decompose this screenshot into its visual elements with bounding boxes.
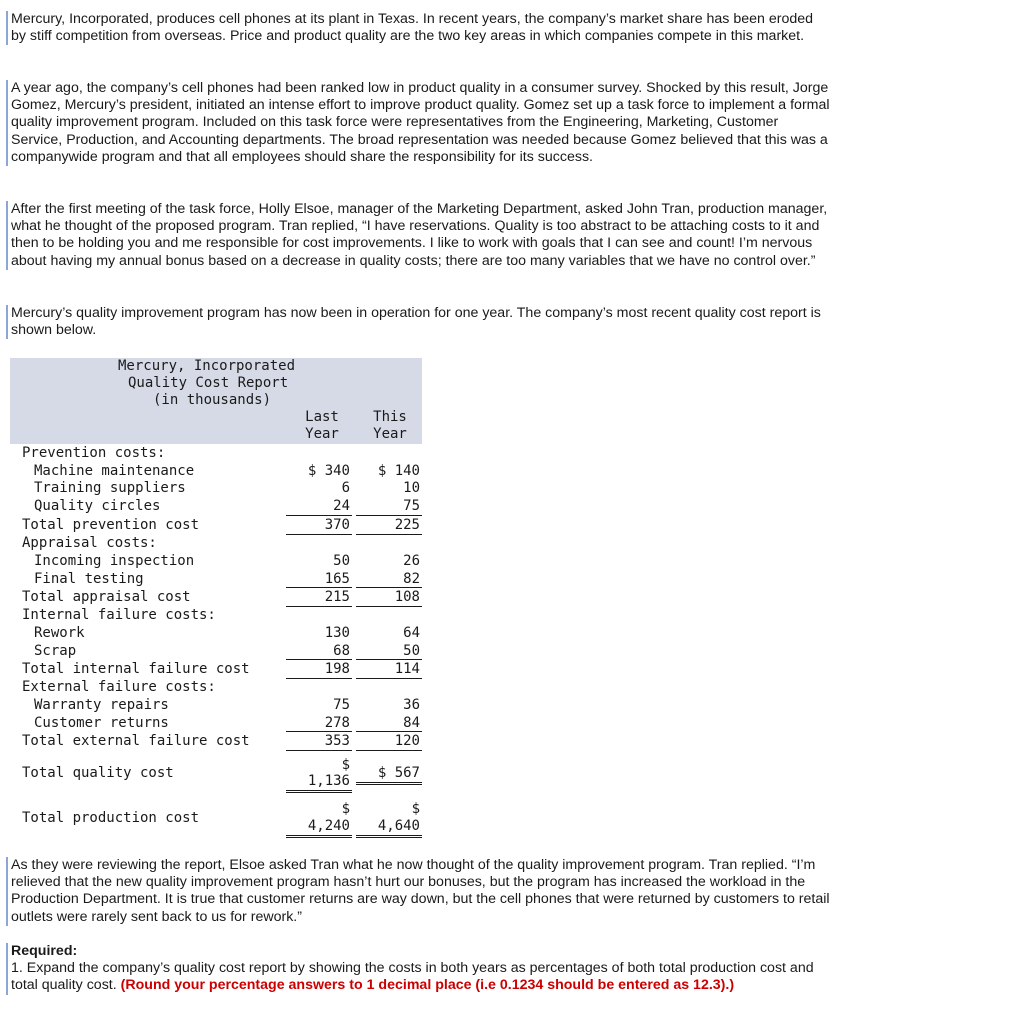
total-quality-last-value: 1,136: [307, 773, 350, 789]
total-production-symbols: $ $: [341, 801, 420, 817]
report-units: (in thousands): [153, 392, 272, 408]
underline: [286, 750, 352, 751]
table-row-total: Total production cost: [22, 810, 200, 826]
table-row: Customer returns 278 84: [34, 715, 420, 731]
col-last-year: Last Year: [305, 409, 339, 442]
intro-paragraph: Mercury, Incorporated, produces cell phones at its plant in Texas. In recent years, the company’s market share has been eroded by stiff competition from overseas. Price and product quality are the two key areas in which companies compete in this market.: [6, 11, 831, 45]
table-row-total: Total external failure cost 353 120: [22, 733, 420, 749]
table-row: Machine maintenance $ 340 $ 140: [34, 463, 420, 479]
report-title: [10, 358, 420, 409]
table-row: Final testing 165 82: [34, 571, 420, 587]
quality-cost-report: [10, 358, 422, 842]
table-row: Rework 130 64: [34, 625, 420, 641]
table-row-total: Total quality cost $ 567: [22, 765, 420, 781]
report-company: Mercury, Incorporated: [118, 358, 296, 374]
required-section: [6, 943, 831, 995]
task-force-paragraph: After the first meeting of the task force, Holly Elsoe, manager of the Marketing Department, asked John Tran, production manager, what he thought of the proposed program. Tran replied, “I have reservations. Quality is too abstract to be attaching costs to it and then to be holding you and me responsible for cost improvements. I like to work with goals that I can see and count! I’m nervous about having my annual bonus based on a decrease in quality costs; there are too many variables that we have no control over.”: [6, 201, 831, 270]
double-underline: [286, 790, 352, 793]
report-name: Quality Cost Report: [128, 375, 289, 391]
section-heading: Prevention costs:: [22, 445, 166, 461]
col-this-year: This Year: [373, 409, 407, 442]
section-heading: External failure costs:: [22, 679, 216, 695]
table-row: Quality circles 24 75: [34, 498, 420, 514]
double-underline: [356, 835, 422, 838]
double-underline: [286, 835, 352, 838]
table-row-total: Total internal failure cost 198 114: [22, 661, 420, 677]
table-row: Training suppliers 6 10: [34, 480, 420, 496]
total-quality-last-symbol: $: [341, 757, 350, 773]
double-underline: [356, 782, 422, 785]
background-paragraph: A year ago, the company’s cell phones had been ranked low in product quality in a consumer survey. Shocked by this result, Jorge Gomez, Mercury’s president, initiated an intense effort to improve product quality. Gomez set up a task force to implement a formal quality improvement program. Included on this task force were representatives from the Engineering, Marketing, Customer Service, Production, and Accounting departments. The broad representation was needed because Gomez believed that this was a companywide program and that all employees should share the responsibility for its success.: [6, 80, 831, 166]
table-row-total: Total appraisal cost 215 108: [22, 589, 420, 605]
table-row: Warranty repairs 75 36: [34, 697, 420, 713]
report-intro-paragraph: Mercury’s quality improvement program has now been in operation for one year. The company’s most recent quality cost report is shown below.: [6, 305, 831, 339]
required-text: 1. Expand the company’s quality cost report by showing the costs in both years as percentages of both total production cost and total quality cost.: [11, 960, 814, 994]
table-row: Incoming inspection 50 26: [34, 553, 420, 569]
table-row-total: Total prevention cost 370 225: [22, 517, 420, 533]
section-heading: Internal failure costs:: [22, 607, 216, 623]
review-paragraph: As they were reviewing the report, Elsoe asked Tran what he now thought of the quality improvement program. Tran replied. “I’m relieved that the new quality improvement program hasn’t hurt our bonuses, but the program has increased the workload in the Production Department. It is true that customer returns are way down, but the cell phones that were returned by customers to retail outlets were rarely sent back to us for rework.”: [6, 857, 831, 926]
rounding-note: (Round your percentage answers to 1 decimal place (i.e 0.1234 should be entered as 12.3).): [120, 977, 735, 994]
total-production-values: 4,240 4,640: [307, 818, 420, 834]
required-heading: Required:: [11, 943, 78, 959]
report-header: [10, 358, 422, 444]
underline: [356, 750, 422, 751]
section-heading: Appraisal costs:: [22, 535, 157, 551]
table-row: Scrap 68 50: [34, 643, 420, 659]
